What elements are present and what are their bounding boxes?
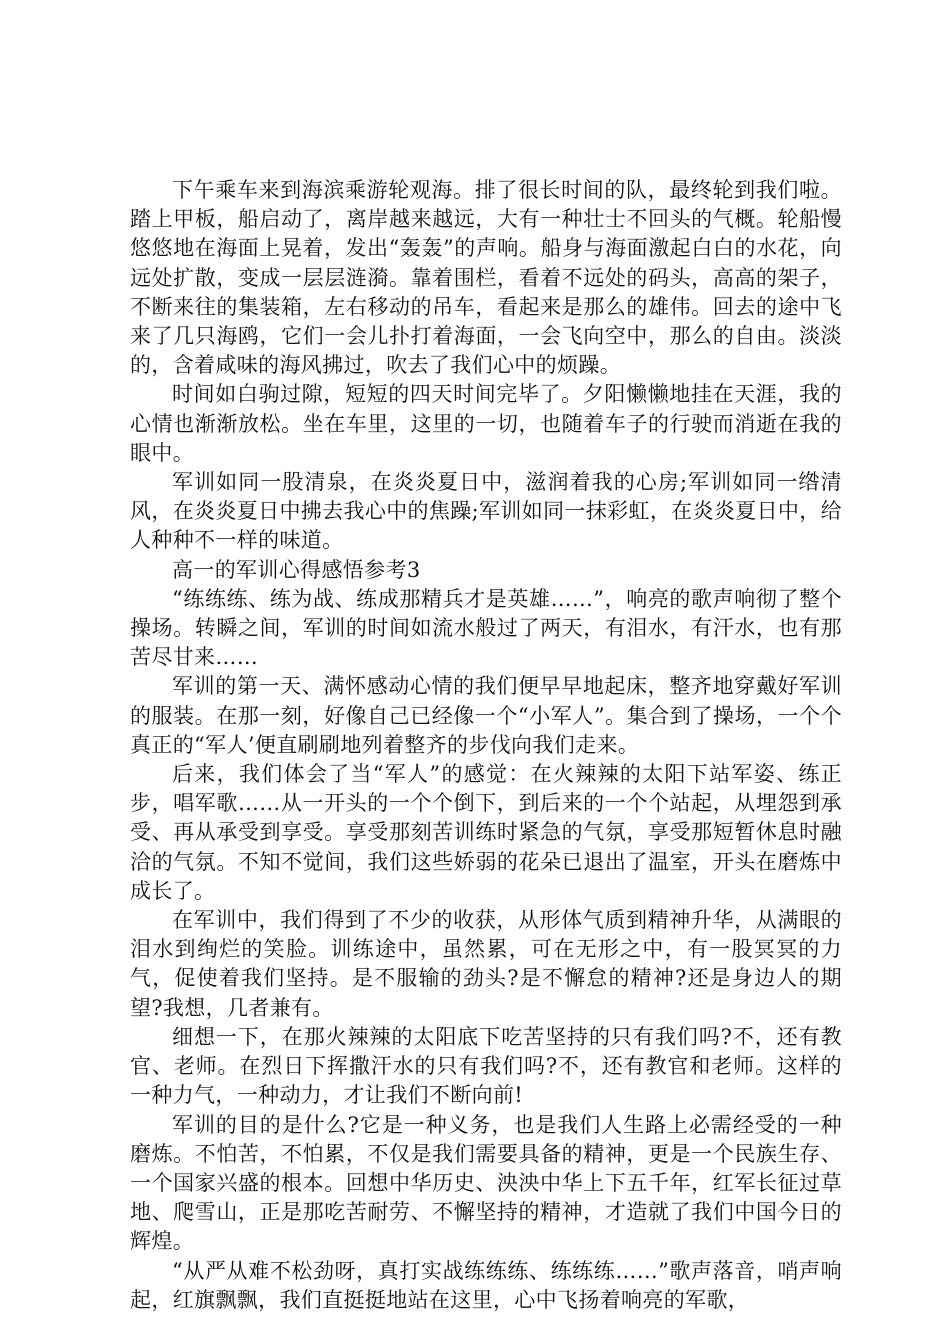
paragraph-purpose: 军训的目的是什么?它是一种义务，也是我们人生路上必需经受的一种磨炼。不怕苦，不怕累，不仅是我们需要具备的精神，更是一个民族生存、一个国家兴盛的根本。回想中华历史、泱泱中华上下五千年，红军长征过草地、爬雪山，正是那吃苦耐劳、不懈坚持的精神，才造就了我们中国今日的辉煌。 (130, 1112, 842, 1254)
paragraph-reflection: 细想一下，在那火辣辣的太阳底下吃苦坚持的只有我们吗?不，还有教官、老师。在烈日下挥撒汗水的只有我们吗?不，还有教官和老师。这样的一种力气，一种动力，才让我们不断向前! (130, 1024, 842, 1108)
paragraph-time-flies: 时间如白驹过隙，短短的四天时间完毕了。夕阳懒懒地挂在天涯，我的心情也渐渐放松。坐在车里，这里的一切，也随着车子的行驶而消逝在我的眼中。 (130, 382, 842, 465)
paragraph-military-training-metaphor: 军训如同一股清泉，在炎炎夏日中，滋润着我的心房;军训如同一绺清风，在炎炎夏日中拂去我心中的焦躁;军训如同一抹彩虹，在炎炎夏日中，给人种种不一样的味道。 (130, 470, 842, 553)
section-heading: 高一的军训心得感悟参考3 (172, 557, 421, 582)
paragraph-first-day: 军训的第一天、满怀感动心情的我们便早早地起床，整齐地穿戴好军训的服装。在那一刻，好像自己已经像一个“小军人”。集合到了操场，一个个真正的“军人’便直刷刷地列着整齐的步伐向我们走来。 (130, 674, 842, 757)
document-body (130, 176, 842, 1315)
paragraph-song: “练练练、练为战、练成那精兵才是英雄……”，响亮的歌声响彻了整个操场。转瞬之间，军训的时间如流水般过了两天，有泪水，有汗水，也有那苦尽甘来…… (130, 586, 842, 670)
paragraph-closing: “从严从难不松劲呀，真打实战练练练、练练练……”歌声落音，哨声响起，红旗飘飘，我们直挺挺地站在这里，心中飞扬着响亮的军歌， (130, 1258, 842, 1312)
paragraph-gains: 在军训中，我们得到了不少的收获，从形体气质到精神升华，从满眼的泪水到绚烂的笑脸。训练途中，虽然累，可在无形之中，有一股冥冥的力气，促使着我们坚持。是不服输的劲头?是不懈怠的精神?还是身边人的期望?我想，几者兼有。 (130, 908, 842, 1020)
paragraph-seaside-tour: 下午乘车来到海滨乘游轮观海。排了很长时间的队，最终轮到我们啦。踏上甲板，船启动了，离岸越来越远，大有一种壮士不回头的气概。轮船慢悠悠地在海面上晃着，发出“轰轰”的声响。船身与海面激起白白的水花，向远处扩散，变成一层层涟漪。靠着围栏，看着不远处的码头，高高的架子，不断来往的集装箱，左右移动的吊车，看起来是那么的雄伟。回去的途中飞来了几只海鸥，它们一会儿扑打着海面，一会飞向空中，那么的自由。淡淡的，含着咸味的海风拂过，吹去了我们心中的烦躁。 (130, 178, 842, 378)
paragraph-soldier-feeling: 后来，我们体会了当“军人”的感觉：在火辣辣的太阳下站军姿、练正步，唱军歌……从一开头的一个个倒下，到后来的一个个站起，从埋怨到承受、再从承受到享受。享受那刻苦训练时紧急的气氛，享受那短暂休息时融洽的气氛。不知不觉间，我们这些娇弱的花朵已退出了温室，开头在磨炼中成长了。 (130, 762, 842, 903)
